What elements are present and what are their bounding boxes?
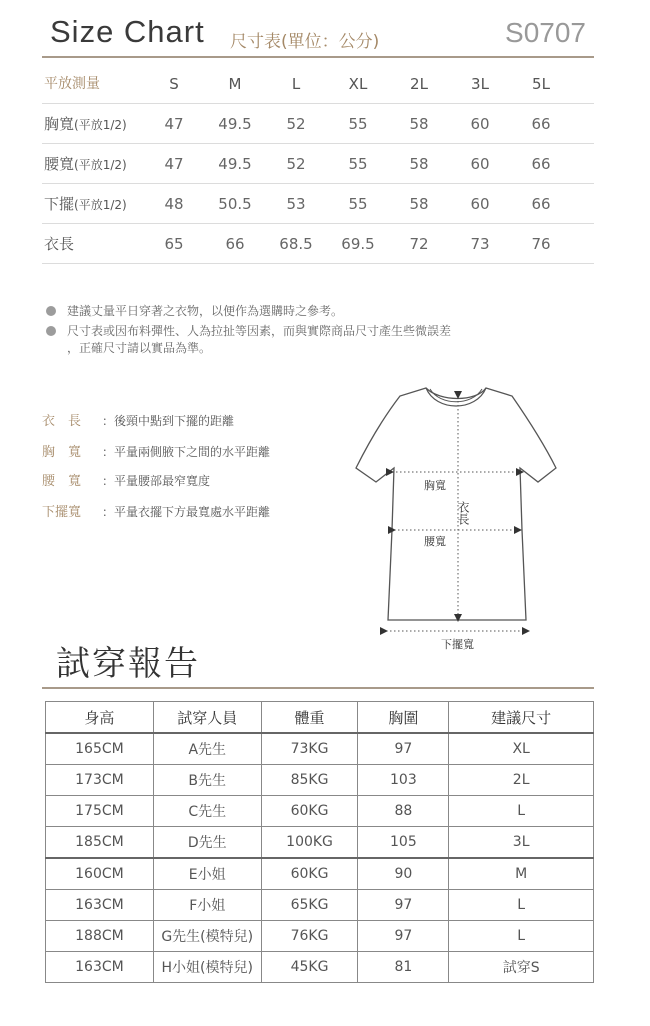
- size-header: L: [291, 75, 301, 93]
- header-divider: [42, 56, 594, 58]
- cell-chest: 90: [358, 858, 449, 890]
- table-row: [46, 890, 594, 921]
- definition-hem: 下擺寬 ：平量衣擺下方最寬處水平距離: [42, 505, 271, 520]
- cell-size: 2L: [449, 765, 594, 796]
- cell-chest: 97: [358, 890, 449, 921]
- size-cell: 48: [164, 195, 184, 213]
- cell-person: F小姐: [153, 890, 261, 921]
- size-row-hem: [42, 184, 594, 224]
- cell-weight: 45KG: [261, 952, 358, 983]
- table-row: [46, 921, 594, 952]
- size-header: 2L: [410, 75, 428, 93]
- trial-table: [45, 701, 594, 983]
- cell-person: C先生: [153, 796, 261, 827]
- row-label: 腰寬(平放1/2): [44, 155, 127, 173]
- cell-height: 160CM: [46, 858, 154, 890]
- cell-person: A先生: [153, 733, 261, 765]
- waist-label: 腰寬: [424, 535, 446, 548]
- note-item: 建議丈量平日穿著之衣物，以便作為選購時之參考。: [44, 303, 564, 320]
- cell-size: L: [449, 890, 594, 921]
- cell-height: 163CM: [46, 952, 154, 983]
- size-row-chest: [42, 104, 594, 144]
- size-header: M: [228, 75, 242, 93]
- size-cell: 50.5: [218, 195, 252, 213]
- notes: [44, 303, 564, 360]
- cell-weight: 73KG: [261, 733, 358, 765]
- size-cell: 47: [164, 115, 184, 133]
- cell-weight: 76KG: [261, 921, 358, 952]
- col-header: 身高: [46, 702, 154, 734]
- cell-chest: 105: [358, 827, 449, 859]
- size-header: XL: [348, 75, 368, 93]
- cell-chest: 97: [358, 733, 449, 765]
- trial-report-title: 試穿報告: [56, 644, 200, 684]
- cell-height: 165CM: [46, 733, 154, 765]
- cell-weight: 60KG: [261, 796, 358, 827]
- size-cell: 58: [409, 155, 429, 173]
- col-header: 體重: [261, 702, 358, 734]
- table-row: [46, 796, 594, 827]
- length-label: 衣長: [456, 501, 470, 525]
- size-row-length: [42, 224, 594, 264]
- size-cell: 60: [470, 195, 490, 213]
- cell-size: 試穿S: [449, 952, 594, 983]
- shirt-diagram: [340, 380, 570, 650]
- trial-header-row: [46, 702, 594, 734]
- cell-person: E小姐: [153, 858, 261, 890]
- row-label: 衣長: [44, 235, 75, 253]
- cell-person: D先生: [153, 827, 261, 859]
- cell-person: G先生(模特兒): [153, 921, 261, 952]
- trial-divider: [42, 687, 594, 689]
- note-item-continued: ，正確尺寸請以實品為準。: [67, 341, 212, 355]
- col-header: 胸圍: [358, 702, 449, 734]
- cell-chest: 103: [358, 765, 449, 796]
- size-table-corner: 平放測量: [44, 76, 100, 92]
- size-cell: 66: [531, 155, 551, 173]
- cell-size: XL: [449, 733, 594, 765]
- cell-weight: 85KG: [261, 765, 358, 796]
- cell-size: 3L: [449, 827, 594, 859]
- cell-size: M: [449, 858, 594, 890]
- page-title: Size Chart: [50, 14, 205, 49]
- cell-size: L: [449, 796, 594, 827]
- cell-chest: 81: [358, 952, 449, 983]
- size-cell: 58: [409, 195, 429, 213]
- product-code: S0707: [505, 17, 586, 48]
- cell-height: 175CM: [46, 796, 154, 827]
- size-cell: 73: [470, 235, 490, 253]
- size-cell: 55: [348, 155, 368, 173]
- cell-chest: 97: [358, 921, 449, 952]
- size-cell: 49.5: [218, 155, 252, 173]
- bullet-icon: [46, 306, 56, 316]
- definition-chest: 胸 寬 ：平量兩側腋下之間的水平距離: [42, 445, 271, 460]
- size-cell: 52: [286, 115, 306, 133]
- row-label: 胸寬(平放1/2): [44, 115, 127, 133]
- size-cell: 66: [531, 195, 551, 213]
- size-cell: 52: [286, 155, 306, 173]
- cell-size: L: [449, 921, 594, 952]
- definition-length: 衣 長 ：後頸中點到下擺的距離: [42, 414, 235, 429]
- cell-weight: 60KG: [261, 858, 358, 890]
- table-row: [46, 827, 594, 859]
- bullet-icon: [46, 326, 56, 336]
- size-cell: 55: [348, 195, 368, 213]
- size-header: 3L: [471, 75, 489, 93]
- size-table: [42, 64, 594, 264]
- cell-chest: 88: [358, 796, 449, 827]
- cell-height: 173CM: [46, 765, 154, 796]
- size-cell: 72: [409, 235, 429, 253]
- size-cell: 55: [348, 115, 368, 133]
- cell-weight: 65KG: [261, 890, 358, 921]
- table-row: [46, 952, 594, 983]
- size-cell: 66: [225, 235, 245, 253]
- table-row: [46, 733, 594, 765]
- cell-weight: 100KG: [261, 827, 358, 859]
- cell-height: 185CM: [46, 827, 154, 859]
- table-row: [46, 858, 594, 890]
- cell-height: 163CM: [46, 890, 154, 921]
- size-cell: 53: [286, 195, 306, 213]
- size-cell: 47: [164, 155, 184, 173]
- size-cell: 66: [531, 115, 551, 133]
- table-row: [46, 765, 594, 796]
- shirt-collar: [426, 388, 486, 406]
- size-row-waist: [42, 144, 594, 184]
- size-header: S: [169, 75, 179, 93]
- size-cell: 58: [409, 115, 429, 133]
- page-subtitle: 尺寸表(單位：公分): [230, 32, 380, 52]
- definition-waist: 腰 寬 ：平量腰部最窄寬度: [42, 474, 211, 489]
- row-label: 下擺(平放1/2): [44, 195, 127, 213]
- chest-label: 胸寬: [424, 479, 446, 492]
- size-header: 5L: [532, 75, 550, 93]
- cell-height: 188CM: [46, 921, 154, 952]
- note-item: 尺寸表或因布料彈性、人為拉扯等因素，而與實際商品尺寸產生些微誤差: [44, 323, 564, 340]
- col-header: 試穿人員: [153, 702, 261, 734]
- size-cell: 69.5: [341, 235, 375, 253]
- size-cell: 68.5: [279, 235, 313, 253]
- cell-person: B先生: [153, 765, 261, 796]
- size-cell: 65: [164, 235, 184, 253]
- size-cell: 60: [470, 155, 490, 173]
- col-header: 建議尺寸: [449, 702, 594, 734]
- size-cell: 49.5: [218, 115, 252, 133]
- cell-person: H小姐(模特兒): [153, 952, 261, 983]
- size-cell: 60: [470, 115, 490, 133]
- size-table-header: [42, 64, 594, 104]
- size-cell: 76: [531, 235, 551, 253]
- hem-label: 下擺寬: [441, 638, 474, 650]
